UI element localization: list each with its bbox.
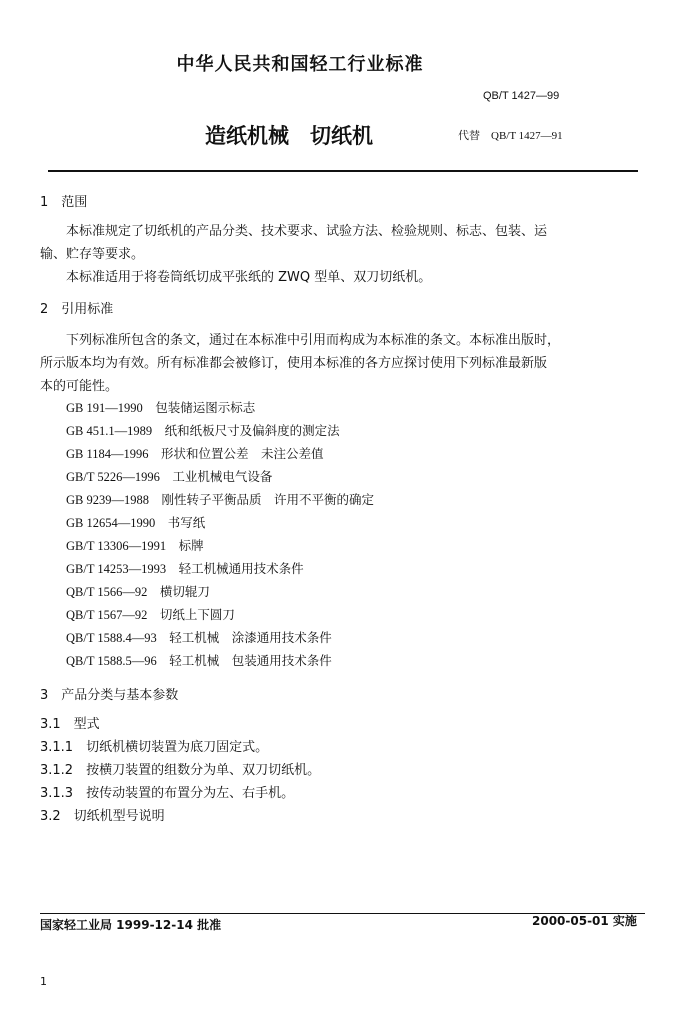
- document-title: 造纸机械 切纸机: [205, 124, 373, 148]
- clause-3-2: 3.2 切纸机型号说明: [40, 809, 165, 824]
- clause-3-1-3: 3.1.3 按传动装置的布置分为左、右手机。: [40, 786, 295, 801]
- section-2-paragraph-line-1: 下列标准所包含的条文，通过在本标准中引用而构成为本标准的条文。本标准出版时，: [66, 333, 561, 348]
- reference-code: GB 1184—1996: [66, 447, 149, 461]
- section-1-heading: 1 范围: [40, 195, 88, 210]
- section-2-paragraph-line-3: 本的可能性。: [40, 379, 119, 394]
- reference-title: 标牌: [178, 538, 204, 553]
- reference-item: [66, 444, 324, 462]
- reference-item: [66, 559, 304, 577]
- reference-item: [66, 536, 204, 554]
- reference-title: 轻工机械 包装通用技术条件: [169, 653, 332, 668]
- issuing-standard-title: 中华人民共和国轻工行业标准: [176, 54, 424, 75]
- reference-code: GB/T 14253—1993: [66, 562, 167, 576]
- reference-code: GB/T 13306—1991: [66, 539, 167, 553]
- reference-title: 横切辊刀: [159, 584, 210, 599]
- reference-code: QB/T 1588.5—96: [66, 654, 157, 668]
- reference-item: [66, 490, 374, 508]
- clause-3-1-1: 3.1.1 切纸机横切装置为底刀固定式。: [40, 740, 269, 755]
- reference-title: 形状和位置公差 未注公差值: [161, 446, 324, 461]
- reference-code: QB/T 1567—92: [66, 608, 148, 622]
- reference-item: [66, 421, 340, 439]
- reference-item: [66, 582, 210, 600]
- page-number: 1: [40, 975, 47, 988]
- reference-code: QB/T 1588.4—93: [66, 631, 157, 645]
- reference-item: [66, 605, 235, 623]
- reference-item: [66, 628, 332, 646]
- section-1-paragraph-1-line-2: 输、贮存等要求。: [40, 247, 145, 262]
- reference-item: [66, 467, 272, 485]
- reference-title: 轻工机械通用技术条件: [178, 561, 304, 576]
- reference-title: 刚性转子平衡品质 许用不平衡的确定: [161, 492, 375, 507]
- reference-item: [66, 651, 332, 669]
- section-2-paragraph-line-2: 所示版本均为有效。所有标准都会被修订，使用本标准的各方应探讨使用下列标准最新版: [40, 356, 548, 371]
- reference-title: 书写纸: [167, 515, 206, 530]
- reference-title: 包装储运图示标志: [155, 400, 256, 415]
- replaces-standard: 代替 QB/T 1427—91: [458, 130, 563, 142]
- section-2-heading: 2 引用标准: [40, 302, 114, 317]
- section-1-paragraph-1-line-1: 本标准规定了切纸机的产品分类、技术要求、试验方法、检验规则、标志、包装、运: [66, 224, 548, 239]
- approval-statement: 国家轻工业局 1999-12-14 批准: [40, 918, 222, 932]
- reference-title: 切纸上下圆刀: [159, 607, 235, 622]
- clause-3-1-2: 3.1.2 按横刀装置的组数分为单、双刀切纸机。: [40, 763, 321, 778]
- reference-code: GB 12654—1990: [66, 516, 156, 530]
- clause-3-1: 3.1 型式: [40, 717, 100, 732]
- reference-code: GB 451.1—1989: [66, 424, 153, 438]
- section-3-heading: 3 产品分类与基本参数: [40, 688, 179, 703]
- standard-number: QB/T 1427—99: [483, 90, 560, 102]
- reference-title: 轻工机械 涂漆通用技术条件: [169, 630, 332, 645]
- reference-code: GB/T 5226—1996: [66, 470, 160, 484]
- reference-code: GB 191—1990: [66, 401, 143, 415]
- section-1-paragraph-2: 本标准适用于将卷筒纸切成平张纸的 ZWQ 型单、双刀切纸机。: [66, 270, 432, 285]
- reference-title: 纸和纸板尺寸及偏斜度的测定法: [164, 423, 340, 438]
- effective-date: 2000-05-01 实施: [532, 914, 637, 928]
- reference-item: [66, 398, 255, 416]
- header-rule: [48, 170, 638, 172]
- reference-item: [66, 513, 205, 531]
- reference-code: GB 9239—1988: [66, 493, 149, 507]
- reference-title: 工业机械电气设备: [172, 469, 273, 484]
- reference-code: QB/T 1566—92: [66, 585, 148, 599]
